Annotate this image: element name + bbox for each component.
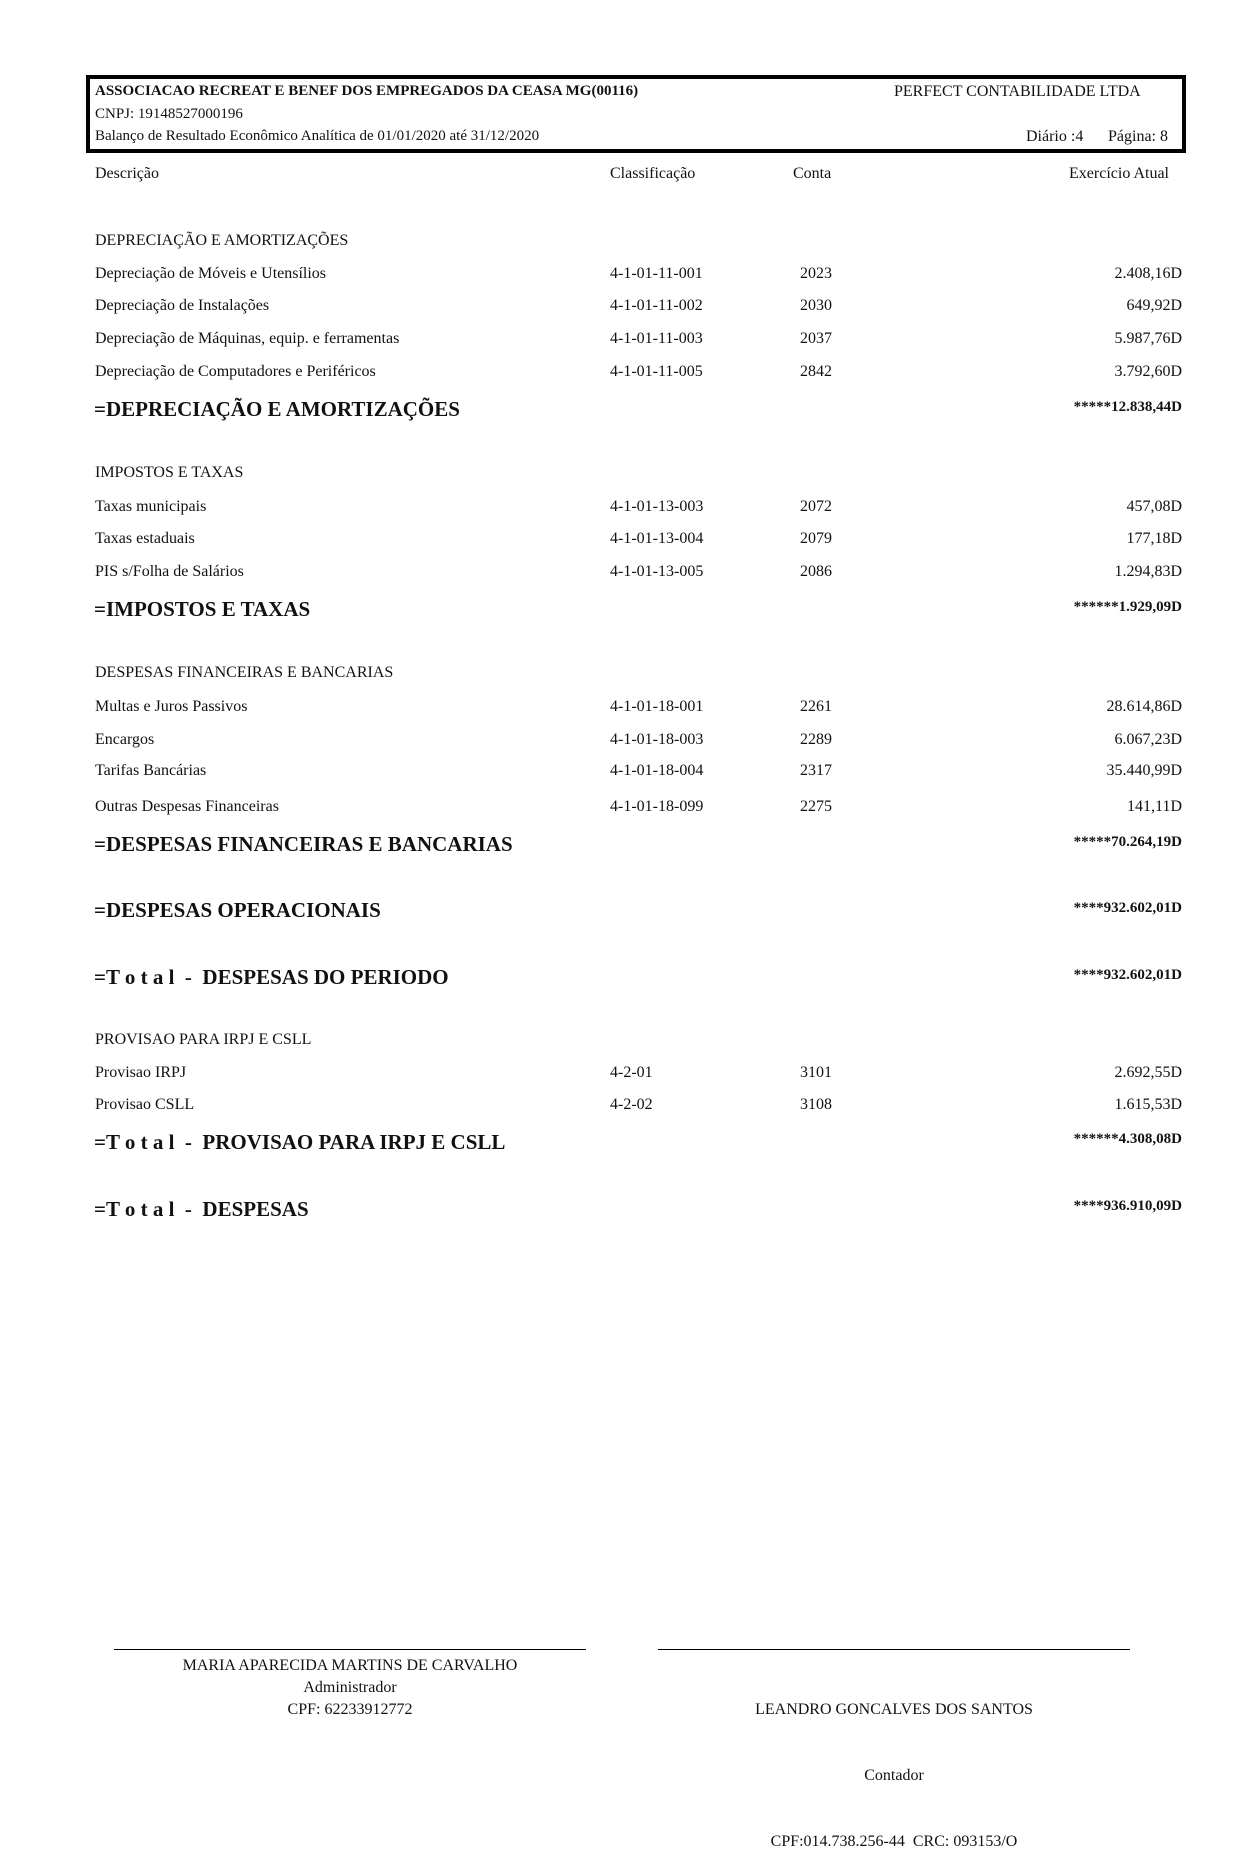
section-total-label: =IMPOSTOS E TAXAS xyxy=(94,597,311,621)
signatory-role: Contador xyxy=(864,1767,924,1784)
row-description: Depreciação de Instalações xyxy=(95,297,270,314)
signatory-document: CPF: 62233912772 xyxy=(287,1701,413,1718)
row-value: 35.440,99D xyxy=(1106,762,1182,779)
row-classification: 4-1-01-18-004 xyxy=(610,762,704,779)
row-classification: 4-1-01-18-099 xyxy=(610,798,704,815)
col-header-descricao: Descrição xyxy=(95,165,159,182)
signature-block-accountant xyxy=(658,1655,1130,1875)
row-classification: 4-2-02 xyxy=(610,1096,653,1113)
signature-line xyxy=(114,1649,586,1650)
section-total-value: *****70.264,19D xyxy=(1073,834,1182,850)
diario-number: Diário :4 xyxy=(1026,128,1084,145)
section-total-label: =DEPRECIAÇÃO E AMORTIZAÇÕES xyxy=(94,397,460,421)
signature-block-administrator xyxy=(114,1655,586,1721)
section-total-value: *****12.838,44D xyxy=(1073,399,1182,415)
col-header-classificacao: Classificação xyxy=(610,165,696,182)
row-description: Provisao IRPJ xyxy=(95,1064,187,1081)
row-description: Taxas municipais xyxy=(95,498,207,515)
period-expenses-total-label: =T o t a l - DESPESAS DO PERIODO xyxy=(94,965,449,989)
row-description: Encargos xyxy=(95,731,155,748)
provision-total-value: ******4.308,08D xyxy=(1073,1131,1182,1147)
section-title: DESPESAS FINANCEIRAS E BANCARIAS xyxy=(95,664,394,681)
section-total-value: ******1.929,09D xyxy=(1073,599,1182,615)
section-title: DEPRECIAÇÃO E AMORTIZAÇÕES xyxy=(95,232,349,249)
section-total-label: =DESPESAS FINANCEIRAS E BANCARIAS xyxy=(94,832,513,856)
row-classification: 4-1-01-11-002 xyxy=(610,297,703,314)
signatory-document: CPF:014.738.256-44 CRC: 093153/O xyxy=(770,1833,1018,1850)
row-account: 2086 xyxy=(800,563,832,580)
row-classification: 4-1-01-11-003 xyxy=(610,330,703,347)
provision-total-label: =T o t a l - PROVISAO PARA IRPJ E CSLL xyxy=(94,1130,506,1154)
row-account: 2079 xyxy=(800,530,832,547)
row-value: 141,11D xyxy=(1127,798,1182,815)
row-account: 2030 xyxy=(800,297,832,314)
cnpj: CNPJ: 19148527000196 xyxy=(95,106,243,122)
row-value: 2.408,16D xyxy=(1114,265,1182,282)
page-number: Página: 8 xyxy=(1108,128,1168,145)
row-account: 2037 xyxy=(800,330,832,347)
row-description: Provisao CSLL xyxy=(95,1096,195,1113)
row-description: PIS s/Folha de Salários xyxy=(95,563,244,580)
row-value: 28.614,86D xyxy=(1106,698,1182,715)
row-account: 2842 xyxy=(800,363,832,380)
operating-expenses-total-value: ****932.602,01D xyxy=(1073,900,1182,916)
row-value: 1.615,53D xyxy=(1114,1096,1182,1113)
operating-expenses-total-label: =DESPESAS OPERACIONAIS xyxy=(94,898,381,922)
row-classification: 4-1-01-11-005 xyxy=(610,363,703,380)
signatory-name: LEANDRO GONCALVES DOS SANTOS xyxy=(755,1701,1033,1718)
company-name: ASSOCIACAO RECREAT E BENEF DOS EMPREGADOS DA CEASA MG(00116) xyxy=(95,83,639,99)
row-account: 2072 xyxy=(800,498,832,515)
row-description: Depreciação de Móveis e Utensílios xyxy=(95,265,327,282)
row-classification: 4-1-01-18-003 xyxy=(610,731,704,748)
grand-total-value: ****936.910,09D xyxy=(1073,1198,1182,1214)
row-value: 2.692,55D xyxy=(1114,1064,1182,1081)
col-header-exercicio: Exercício Atual xyxy=(1069,165,1169,182)
row-value: 649,92D xyxy=(1126,297,1182,314)
row-description: Taxas estaduais xyxy=(95,530,195,547)
grand-total-label: =T o t a l - DESPESAS xyxy=(94,1197,309,1221)
row-description: Tarifas Bancárias xyxy=(95,762,207,779)
col-header-conta: Conta xyxy=(793,165,832,182)
row-value: 177,18D xyxy=(1126,530,1182,547)
row-account: 3108 xyxy=(800,1096,832,1113)
signature-line xyxy=(658,1649,1130,1650)
row-account: 2261 xyxy=(800,698,832,715)
row-classification: 4-1-01-11-001 xyxy=(610,265,703,282)
row-value: 6.067,23D xyxy=(1114,731,1182,748)
row-value: 3.792,60D xyxy=(1114,363,1182,380)
row-value: 457,08D xyxy=(1126,498,1182,515)
row-account: 2289 xyxy=(800,731,832,748)
row-account: 2275 xyxy=(800,798,832,815)
row-classification: 4-1-01-13-005 xyxy=(610,563,704,580)
row-account: 2317 xyxy=(800,762,832,779)
row-value: 5.987,76D xyxy=(1114,330,1182,347)
section-title: PROVISAO PARA IRPJ E CSLL xyxy=(95,1031,312,1048)
row-description: Depreciação de Máquinas, equip. e ferramentas xyxy=(95,330,400,347)
signatory-role: Administrador xyxy=(303,1679,397,1696)
accounting-firm: PERFECT CONTABILIDADE LTDA xyxy=(894,83,1141,100)
section-title: IMPOSTOS E TAXAS xyxy=(95,464,244,481)
row-account: 2023 xyxy=(800,265,832,282)
signatory-name: MARIA APARECIDA MARTINS DE CARVALHO xyxy=(182,1657,518,1674)
row-classification: 4-1-01-18-001 xyxy=(610,698,704,715)
row-classification: 4-1-01-13-003 xyxy=(610,498,704,515)
row-description: Depreciação de Computadores e Periféricos xyxy=(95,363,376,380)
row-value: 1.294,83D xyxy=(1114,563,1182,580)
row-classification: 4-1-01-13-004 xyxy=(610,530,704,547)
row-account: 3101 xyxy=(800,1064,832,1081)
row-description: Outras Despesas Financeiras xyxy=(95,798,279,815)
period-expenses-total-value: ****932.602,01D xyxy=(1073,967,1182,983)
report-title: Balanço de Resultado Econômico Analítica de 01/01/2020 até 31/12/2020 xyxy=(95,128,540,144)
row-description: Multas e Juros Passivos xyxy=(95,698,248,715)
row-classification: 4-2-01 xyxy=(610,1064,653,1081)
